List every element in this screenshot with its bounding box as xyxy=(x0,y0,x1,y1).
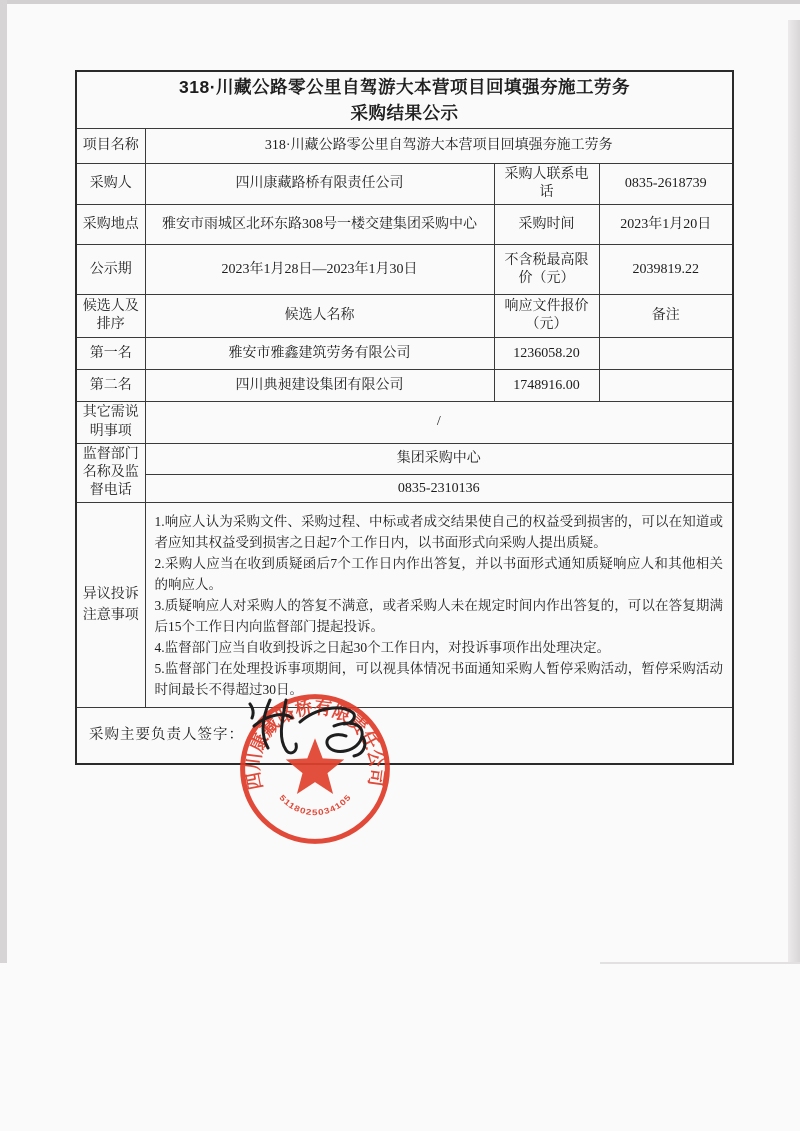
scan-edge-right xyxy=(788,20,800,964)
project-name-row xyxy=(76,129,733,164)
candidate-name-header: 候选人名称 xyxy=(145,295,494,338)
supervision-row-dept xyxy=(76,443,733,474)
max-price-label: 不含税最高限价（元） xyxy=(494,245,599,295)
publicity-value: 2023年1月28日—2023年1月30日 xyxy=(145,245,494,295)
publicity-row xyxy=(76,245,733,295)
candidate-1-quote: 1236058.20 xyxy=(494,338,599,370)
purchaser-phone-value: 0835-2618739 xyxy=(599,164,733,205)
project-name-value: 318·川藏公路零公里自驾游大本营项目回填强夯施工劳务 xyxy=(145,129,733,164)
document-title xyxy=(76,71,733,129)
purchaser-phone-label: 采购人联系电话 xyxy=(494,164,599,205)
supervision-dept-value: 集团采购中心 xyxy=(145,443,733,474)
location-row xyxy=(76,205,733,245)
objection-content xyxy=(145,503,733,708)
title-row xyxy=(76,71,733,129)
scan-edge-bottom xyxy=(600,962,800,964)
seal-company-name: 四川康藏路桥有限责任公司 xyxy=(243,697,388,792)
candidate-row-1 xyxy=(76,338,733,370)
candidate-rank-header: 候选人及排序 xyxy=(76,295,145,338)
candidate-remark-header: 备注 xyxy=(599,295,733,338)
candidate-2-remark xyxy=(599,370,733,402)
candidate-header-row xyxy=(76,295,733,338)
seal-serial-number: 5118025034105 xyxy=(277,793,353,818)
objection-item-1: 1.响应人认为采购文件、采购过程、中标或者成交结果使自己的权益受到损害的，可以在知道或者应知其权益受到损害之日起7个工作日内，以书面形式向采购人提出质疑。 xyxy=(154,513,724,550)
objection-label: 异议投诉注意事项 xyxy=(76,503,145,708)
title-line-2: 采购结果公示 xyxy=(350,103,459,123)
other-notes-value: / xyxy=(145,402,733,443)
objection-item-3: 3.质疑响应人对采购人的答复不满意，或者采购人未在规定时间内作出答复的，可以在答复期满后15个工作日内向监督部门提起投诉。 xyxy=(154,597,724,634)
supervision-label: 监督部门名称及监督电话 xyxy=(76,443,145,503)
location-value: 雅安市雨城区北环东路308号一楼交建集团采购中心 xyxy=(145,205,494,245)
purchaser-label: 采购人 xyxy=(76,164,145,205)
purchase-time-label: 采购时间 xyxy=(494,205,599,245)
publicity-label: 公示期 xyxy=(76,245,145,295)
title-line-1: 318·川藏公路零公里自驾游大本营项目回填强夯施工劳务 xyxy=(179,77,631,97)
project-name-label: 项目名称 xyxy=(76,129,145,164)
purchaser-row xyxy=(76,164,733,205)
purchase-time-value: 2023年1月20日 xyxy=(599,205,733,245)
signature-row xyxy=(76,708,733,764)
signature-label: 采购主要负责人签字： xyxy=(76,708,733,764)
supervision-phone-value: 0835-2310136 xyxy=(145,475,733,503)
other-notes-row xyxy=(76,402,733,443)
candidate-row-2 xyxy=(76,370,733,402)
objection-item-2: 2.采购人应当在收到质疑函后7个工作日内作出答复，并以书面形式通知质疑响应人和其他相关的响应人。 xyxy=(154,555,724,592)
scan-edge-left xyxy=(0,0,7,963)
objection-item-5: 5.监督部门在处理投诉事项期间，可以视具体情况书面通知采购人暂停采购活动，暂停采购活动时间最长不得超过30日。 xyxy=(154,660,724,697)
candidate-2-name: 四川典昶建设集团有限公司 xyxy=(145,370,494,402)
procurement-result-table xyxy=(75,70,734,765)
scan-edge-top xyxy=(0,0,800,4)
candidate-quote-header: 响应文件报价（元） xyxy=(494,295,599,338)
seal-serial-text-container xyxy=(277,793,353,818)
max-price-value: 2039819.22 xyxy=(599,245,733,295)
candidate-1-name: 雅安市雅鑫建筑劳务有限公司 xyxy=(145,338,494,370)
candidate-2-quote: 1748916.00 xyxy=(494,370,599,402)
candidate-1-remark xyxy=(599,338,733,370)
supervision-row-phone xyxy=(76,475,733,503)
purchaser-value: 四川康藏路桥有限责任公司 xyxy=(145,164,494,205)
objection-item-4: 4.监督部门应当自收到投诉之日起30个工作日内，对投诉事项作出处理决定。 xyxy=(154,639,611,655)
location-label: 采购地点 xyxy=(76,205,145,245)
objection-row xyxy=(76,503,733,708)
candidate-2-rank: 第二名 xyxy=(76,370,145,402)
candidate-1-rank: 第一名 xyxy=(76,338,145,370)
other-notes-label: 其它需说明事项 xyxy=(76,402,145,443)
